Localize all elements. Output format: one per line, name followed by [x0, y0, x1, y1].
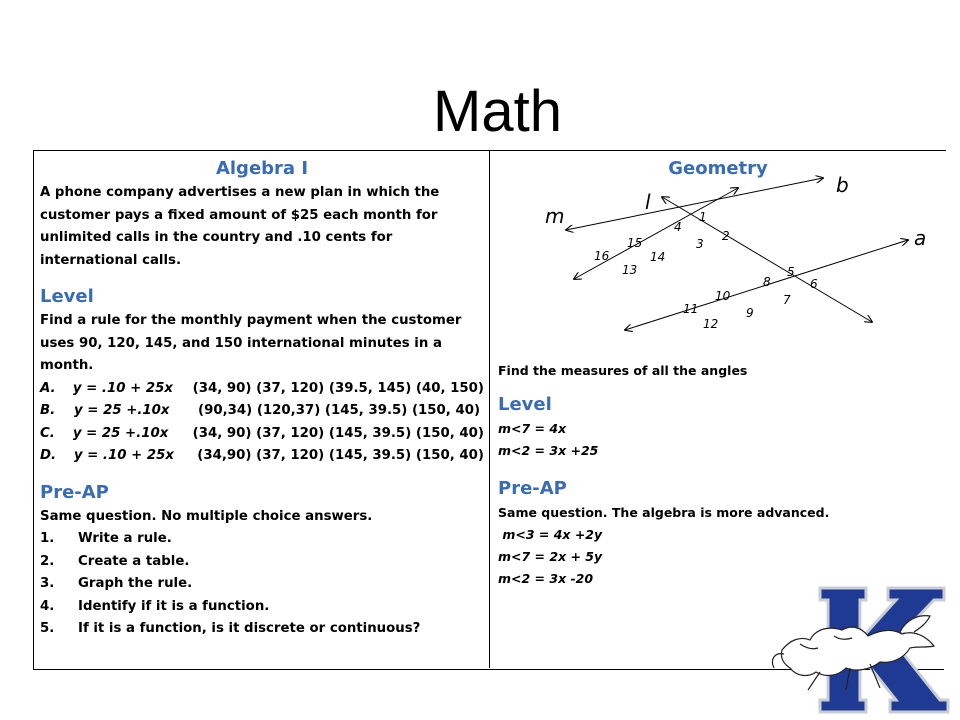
step-text: Write a rule. — [78, 531, 172, 546]
option-label: D. — [40, 448, 57, 463]
geometry-level-heading: Level — [498, 394, 552, 415]
step-number: 4. — [40, 598, 55, 614]
step-number: 3. — [40, 576, 55, 591]
algebra-preap-text: Same question. No multiple choice answers. — [40, 508, 373, 524]
step-item — [40, 551, 484, 574]
angle-13: 13 — [622, 263, 638, 277]
option-pairs: (34,90) (37, 120) (145, 39.5) (150, 40) — [197, 448, 484, 463]
angle-3: 3 — [696, 237, 704, 251]
angle-5: 5 — [787, 265, 795, 279]
school-logo — [770, 575, 960, 720]
label-b: b — [836, 173, 849, 197]
algebra-level-text: Find a rule for the monthly payment when the customer uses 90, 120, 145, and 150 international minutes in a month. — [40, 313, 462, 373]
step-text: Identify if it is a function. — [78, 598, 270, 614]
label-a: a — [914, 226, 927, 250]
angle-14: 14 — [650, 250, 666, 264]
angle-1: 1 — [699, 210, 707, 224]
angle-2: 2 — [722, 229, 730, 243]
label-l: l — [645, 190, 651, 214]
geometry-preap-line: m<3 = 4x +2y — [498, 527, 603, 542]
option-row — [40, 400, 484, 423]
geometry-preap-line: m<7 = 2x + 5y — [498, 549, 603, 564]
step-item — [40, 573, 484, 596]
option-pairs: (90,34) (120,37) (145, 39.5) (150, 40) — [198, 403, 481, 418]
option-row — [40, 378, 484, 401]
angle-12: 12 — [703, 317, 719, 331]
line-b — [566, 178, 823, 230]
option-label: B. — [40, 403, 56, 418]
step-item — [40, 528, 484, 551]
angle-16: 16 — [594, 249, 610, 263]
geometry-level-line: m<7 = 4x — [498, 421, 567, 436]
algebra-preap-heading: Pre-AP — [40, 481, 109, 503]
geometry-preap-heading: Pre-AP — [498, 478, 567, 499]
angle-7: 7 — [783, 293, 791, 307]
geometry-task: Find the measures of all the angles — [498, 363, 748, 378]
angle-9: 9 — [746, 306, 754, 320]
step-item — [40, 596, 484, 619]
slide-title: Math — [433, 79, 562, 144]
geometry-level-line: m<2 = 3x +25 — [498, 443, 599, 458]
algebra-cell — [40, 156, 484, 641]
line-m — [574, 188, 738, 279]
label-m: m — [545, 204, 565, 228]
algebra-problem: A phone company advertises a new plan in which the customer pays a fixed amount of $25 each month for unlimited calls in the country and .10 cents for international calls. — [40, 185, 440, 268]
algebra-options — [40, 378, 484, 468]
table-divider — [489, 150, 490, 668]
option-equation: y = .10 + 25x — [73, 448, 174, 463]
angle-6: 6 — [810, 277, 818, 291]
angle-11: 11 — [683, 302, 699, 316]
option-pairs: (34, 90) (37, 120) (145, 39.5) (150, 40) — [192, 425, 484, 441]
algebra-level-heading: Level — [40, 286, 94, 307]
option-label: C. — [40, 425, 55, 441]
algebra-heading: Algebra I — [215, 158, 309, 179]
angle-10: 10 — [715, 289, 731, 303]
step-item — [40, 618, 484, 641]
geometry-preap-text: Same question. The algebra is more advanced. — [498, 505, 830, 520]
algebra-steps — [40, 528, 484, 641]
option-equation: y = 25 +.10x — [72, 425, 169, 441]
option-equation: y = .10 + 25x — [72, 380, 173, 396]
step-text: Graph the rule. — [78, 576, 193, 591]
angle-4: 4 — [674, 220, 682, 234]
option-row — [40, 445, 484, 468]
option-pairs: (34, 90) (37, 120) (39.5, 145) (40, 150) — [192, 380, 484, 396]
geometry-preap-line: m<2 = 3x -20 — [498, 571, 594, 586]
transversal-figure — [498, 158, 938, 348]
step-number: 5. — [40, 621, 55, 636]
geometry-heading: Geometry — [668, 158, 768, 179]
step-number: 1. — [40, 531, 55, 546]
step-text: Create a table. — [78, 553, 190, 569]
option-row — [40, 423, 484, 446]
option-label: A. — [40, 380, 56, 396]
angle-8: 8 — [763, 275, 771, 289]
option-equation: y = 25 +.10x — [74, 403, 170, 418]
step-text: If it is a function, is it discrete or continuous? — [78, 621, 421, 636]
angle-15: 15 — [627, 236, 643, 250]
step-number: 2. — [40, 553, 55, 569]
